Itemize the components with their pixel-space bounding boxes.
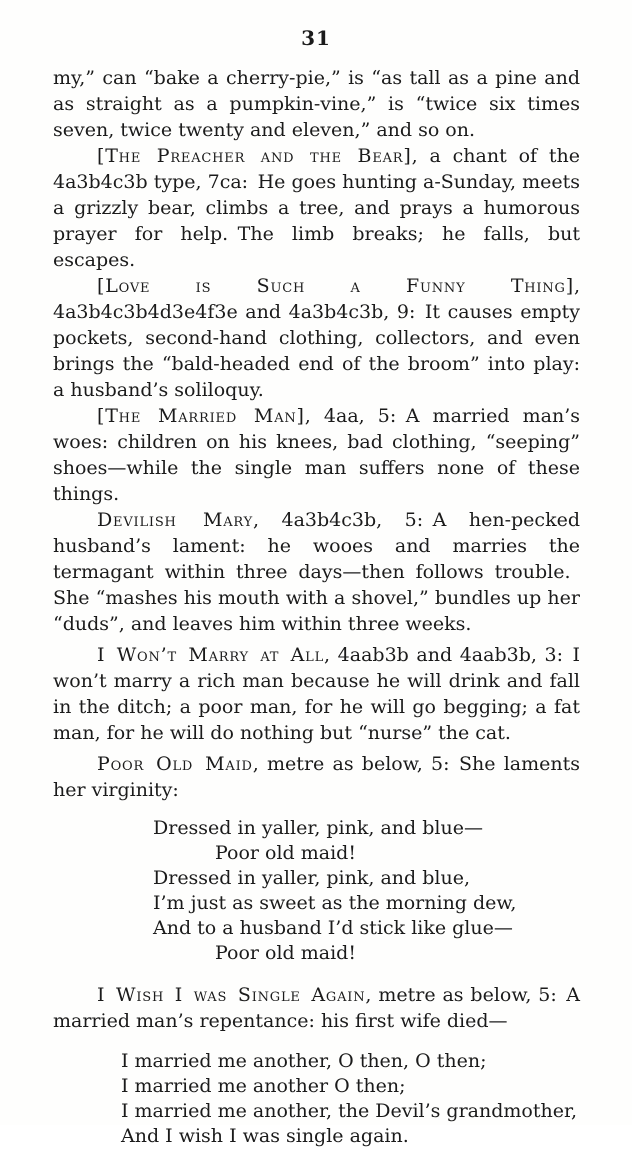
song-title: I Wish I was Single Again [97, 984, 366, 1006]
verse-line: I’m just as sweet as the morning dew, [153, 892, 517, 914]
song-entry-i-wish-i-was-single-again [53, 982, 580, 1034]
page-body [53, 65, 580, 1149]
song-description: , metre as below, 5: A married man’s repentance: his first wife died— [53, 984, 580, 1032]
song-description: , 4aa, 5: A married man’s woes: children on his knees, bad clothing, “seeping” shoes—while the single man suffers none of these things. [53, 405, 580, 505]
verse-line: I married me another, O then, O then; [121, 1050, 487, 1072]
song-entry-poor-old-maid [53, 751, 580, 803]
song-entry-preacher-and-the-bear [53, 143, 580, 273]
song-title: I Won’t Marry at All [97, 644, 325, 666]
verse-line: I married me another, the Devil’s grandmother, [121, 1100, 577, 1122]
verse-line: Dressed in yaller, pink, and blue— [153, 817, 483, 839]
verse-line: Dressed in yaller, pink, and blue, [153, 867, 470, 889]
paragraph-continuation [53, 65, 580, 143]
verse-line: And to a husband I’d stick like glue— [153, 917, 513, 939]
song-title: Devilish Mary [97, 509, 253, 531]
song-description: , 4aab3b and 4aab3b, 3: I won’t marry a rich man because he will drink and fall in the ditch; a poor man, for he will go begging; a fat man, for he will do nothing but “nurse” the cat. [53, 644, 580, 744]
song-entry-i-wont-marry-at-all [53, 642, 580, 746]
song-description: , 4a3b4c3b4d3e4f3e and 4a3b4c3b, 9: It causes empty pockets, second-hand clothing, collectors, and even brings the “bald-headed end of the broom” into play: a husband’s soliloquy. [53, 275, 580, 401]
song-description: , a chant of the 4a3b4c3b type, 7ca: He goes hunting a-Sunday, meets a grizzly bear, climbs a tree, and prays a humorous prayer for help. The limb breaks; he falls, but escapes. [53, 145, 580, 271]
verse-refrain-line: Poor old maid! [215, 942, 356, 964]
verse-poor-old-maid [153, 816, 580, 966]
verse-i-wish-i-was-single-again [121, 1049, 580, 1149]
song-entry-devilish-mary [53, 507, 580, 637]
verse-refrain-line: Poor old maid! [215, 842, 356, 864]
verse-line: I married me another O then; [121, 1075, 406, 1097]
song-entry-the-married-man [53, 403, 580, 507]
paragraph-text: my,” can “bake a cherry-pie,” is “as tall as a pine and as straight as a pumpkin-vine,” is “twice six times seven, twice twenty and eleven,” and so on. [53, 67, 580, 141]
song-description: , metre as below, 5: She laments her virginity: [53, 753, 580, 801]
song-title: Poor Old Maid [97, 753, 253, 775]
song-title: [Love is Such a Funny Thing] [97, 275, 574, 297]
song-description: , 4a3b4c3b, 5: A hen-pecked husband’s lament: he wooes and marries the termagant within three days—then follows trouble. She “mashes his mouth with a shovel,” bundles up her “duds”, and leaves him within three weeks. [53, 509, 580, 635]
song-title: [The Preacher and the Bear] [97, 145, 412, 167]
verse-line: And I wish I was single again. [121, 1125, 409, 1147]
song-entry-love-is-such-a-funny-thing [53, 273, 580, 403]
page-number: 31 [301, 26, 331, 50]
song-title: [The Married Man] [97, 405, 305, 427]
